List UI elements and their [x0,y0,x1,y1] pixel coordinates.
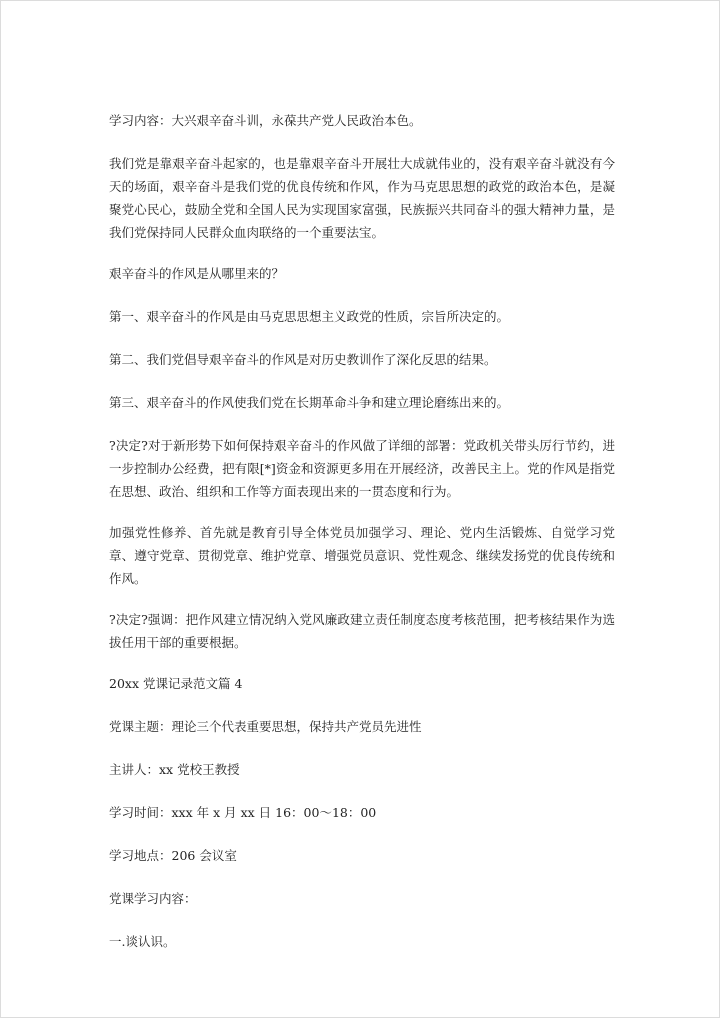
document-body [109,109,615,973]
point-first: 第一、艰辛奋斗的作风是由马克思思想主义政党的性质，宗旨所决定的。 [109,309,510,324]
lecturer: 主讲人：xx 党校王教授 [109,762,240,777]
lecture-content-heading: 党课学习内容： [109,891,197,906]
point-third: 第三、艰辛奋斗的作风使我们党在长期革命斗争和建立理论磨练出来的。 [109,395,510,410]
section-title: 20xx 党课记录范文篇 4 [109,676,243,691]
intro-paragraph: 我们党是靠艰辛奋斗起家的，也是靠艰辛奋斗开展壮大成就伟业的，没有艰辛奋斗就没有今天的场面，艰辛奋斗是我们党的优良传统和作风，作为马克思思想的政党的政治本色，是凝聚党心民心，鼓励全党和全国人民为实现国家富强，民族振兴共同奋斗的强大精神力量，是我们党保持同人民群众血肉联络的一个重要法宝。 [109,156,615,240]
study-time: 学习时间：xxx 年 x 月 xx 日 16：00～18：00 [109,805,377,820]
decision-paragraph: ?决定?对于新形势下如何保持艰辛奋斗的作风做了详细的部署：党政机关带头厉行节约，进一步控制办公经费，把有限[*]资金和资源更多用在开展经济，改善民主上。党的作风是指党在思想、政治、组织和工作等方面表现出来的一贯态度和行为。 [109,438,615,499]
question-heading: 艰辛奋斗的作风是从哪里来的？ [109,266,285,281]
decision-emphasis-paragraph: ?决定?强调：把作风建立情况纳入党风廉政建立责任制度态度考核范围，把考核结果作为选拔任用干部的重要根据。 [109,612,615,650]
party-spirit-paragraph: 加强党性修养、首先就是教育引导全体党员加强学习、理论、党内生活锻炼、自觉学习党章、遵守党章、贯彻党章、维护党章、增强党员意识、党性观念、继续发扬党的优良传统和作风。 [109,525,615,586]
lecture-theme: 党课主题：理论三个代表重要思想，保持共产党员先进性 [109,719,422,734]
study-content-line: 学习内容：大兴艰辛奋斗训，永葆共产党人民政治本色。 [109,113,422,128]
item-one-heading: 一.谈认识。 [109,934,176,949]
study-location: 学习地点：206 会议室 [109,848,237,863]
point-second: 第二、我们党倡导艰辛奋斗的作风是对历史教训作了深化反思的结果。 [109,352,497,367]
